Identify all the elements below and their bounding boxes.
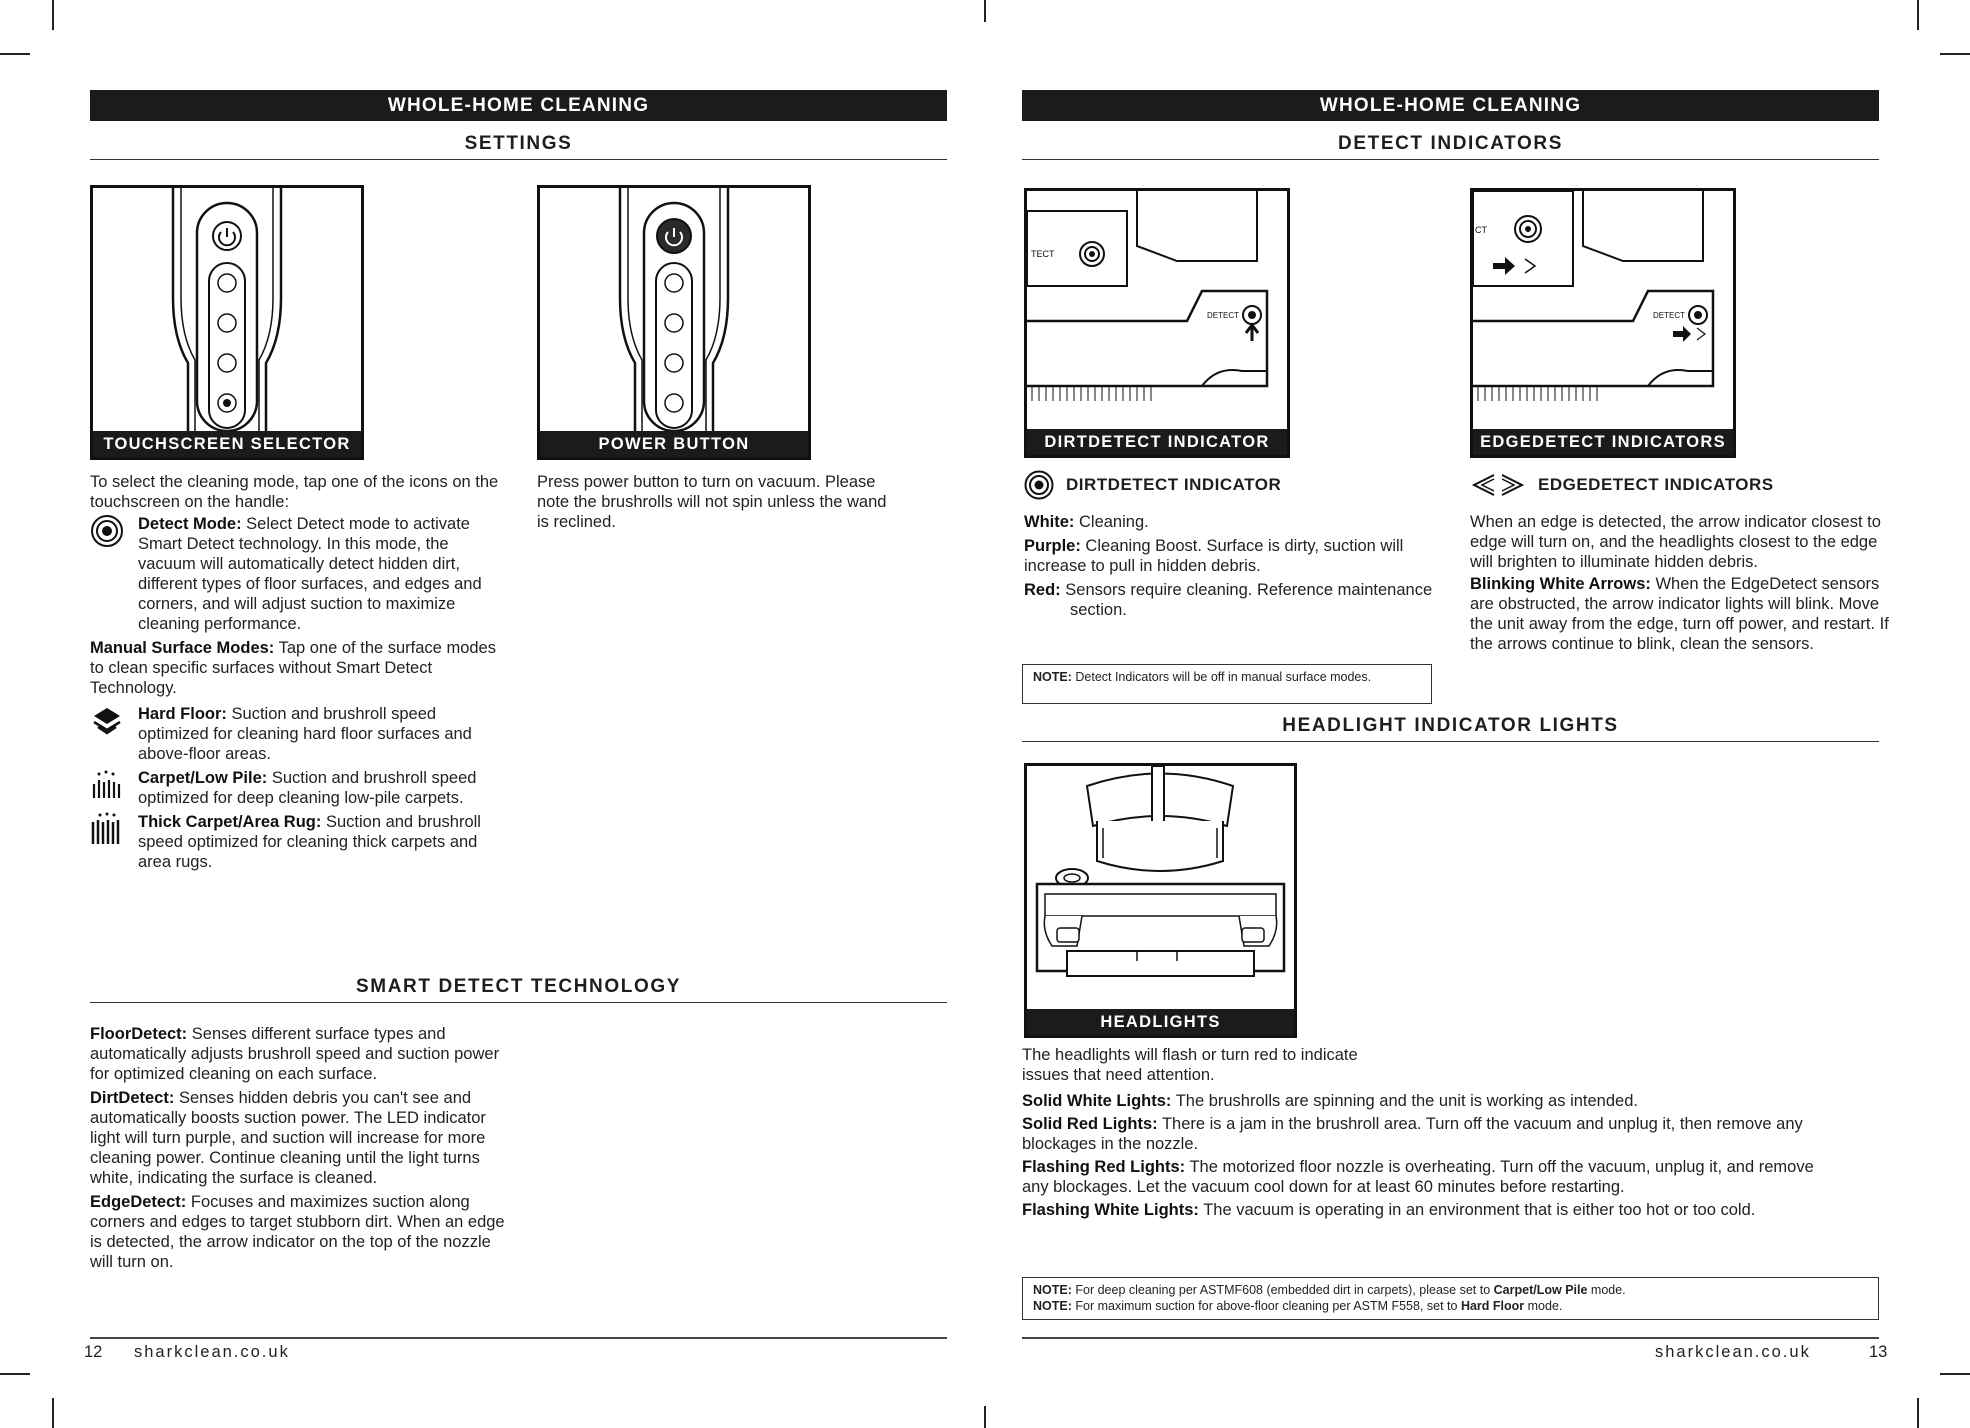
page-number: 13	[1869, 1343, 1888, 1361]
figure-caption: DIRTDETECT INDICATOR	[1027, 429, 1287, 455]
section-banner: WHOLE-HOME CLEANING	[1022, 90, 1879, 121]
edgedetect-arrows-icon	[1470, 470, 1526, 500]
manual-modes-text: Tap one of the surface modes to clean specific surfaces without Smart Detect Technology.	[90, 639, 496, 697]
figure-caption: POWER BUTTON	[540, 431, 808, 457]
edgedetect-body	[1470, 512, 1890, 654]
note-label: NOTE:	[1033, 1299, 1072, 1313]
figure-caption: TOUCHSCREEN SELECTOR	[93, 431, 361, 457]
carpet-low-pile-entry	[90, 768, 505, 808]
dirtdetect-heading-text: DIRTDETECT INDICATOR	[1066, 475, 1282, 494]
hard-floor-text: Suction and brushroll speed optimized for cleaning hard floor surfaces and above-floor areas.	[138, 705, 472, 763]
detect-indicators-heading: DETECT INDICATORS	[1022, 130, 1879, 160]
page-13	[985, 0, 1970, 1428]
handle-illustration	[540, 188, 808, 431]
detect-mode-text: Select Detect mode to activate Smart Detect technology. In this mode, the vacuum will automatically detect hidden dirt, different types of floor surfaces, and edges and corners, and will adjust suction to maximize cleaning performance.	[138, 515, 482, 633]
edgedetect-indicators-figure	[1470, 188, 1736, 458]
power-button-text: Press power button to turn on vacuum. Please note the brushrolls will not spin unless the wand is reclined.	[537, 473, 887, 531]
thick-carpet-icon	[90, 812, 124, 846]
note-label: NOTE:	[1033, 1283, 1072, 1297]
red-label: Red:	[1024, 581, 1061, 599]
smart-detect-heading: SMART DETECT TECHNOLOGY	[90, 973, 947, 1003]
touchscreen-selector-figure	[90, 185, 364, 460]
note-mode: Carpet/Low Pile	[1493, 1283, 1588, 1297]
note-mode: Hard Floor	[1460, 1299, 1525, 1313]
floordetect-text: Senses different surface types and automatically adjusts brushroll speed and suction power for optimized cleaning on each surface.	[90, 1025, 500, 1083]
note-text: mode.	[1587, 1283, 1626, 1297]
settings-body	[90, 472, 505, 876]
hard-floor-entry	[90, 704, 505, 764]
edgedetect-subheading	[1470, 470, 1774, 500]
flashing-red-text: The motorized floor nozzle is overheating. Turn off the vacuum, unplug it, and remove any blockages. Let the vacuum cool down for at least 60 minutes before restarting.	[1022, 1158, 1814, 1196]
detect-label: DETECT	[1207, 311, 1239, 320]
settings-intro: To select the cleaning mode, tap one of the icons on the touchscreen on the handle:	[90, 473, 499, 511]
flashing-red-label: Flashing Red Lights:	[1022, 1158, 1186, 1176]
figure-caption: HEADLIGHTS	[1027, 1009, 1294, 1035]
dirtdetect-text: Senses hidden debris you can't see and automatically boosts suction power. The LED indicator light will turn purple, and suction will increase for more cleaning power. Continue cleaning until the light turns white, indicating the surface is cleaned.	[90, 1089, 486, 1187]
footer-rule	[90, 1337, 947, 1339]
headlights-figure	[1024, 763, 1297, 1038]
detect-fragment-label: TECT	[1031, 249, 1055, 259]
detect-mode-label: Detect Mode:	[138, 515, 242, 533]
white-label: White:	[1024, 513, 1075, 531]
flashing-white-text: The vacuum is operating in an environment that is either too hot or too cold.	[1198, 1201, 1756, 1219]
dirtdetect-subheading	[1024, 470, 1281, 500]
purple-label: Purple:	[1024, 537, 1081, 555]
detect-fragment-label: CT	[1475, 225, 1487, 235]
footer-site: sharkclean.co.uk	[134, 1343, 290, 1361]
nozzle-illustration	[1027, 191, 1287, 431]
carpet-low-pile-text: Suction and brushroll speed optimized for deep cleaning low-pile carpets.	[138, 769, 477, 807]
solid-white-text: The brushrolls are spinning and the unit is working as intended.	[1171, 1092, 1638, 1110]
purple-text: Cleaning Boost. Surface is dirty, suction will increase to pull in hidden debris.	[1024, 537, 1404, 575]
section-banner: WHOLE-HOME CLEANING	[90, 90, 947, 121]
note-text: mode.	[1524, 1299, 1563, 1313]
note-text: For deep cleaning per ASTMF608 (embedded dirt in carpets), please set to	[1071, 1283, 1494, 1297]
note-text: Detect Indicators will be off in manual surface modes.	[1071, 670, 1372, 684]
dirtdetect-indicator-figure	[1024, 188, 1290, 458]
edgedetect-heading-text: EDGEDETECT INDICATORS	[1538, 475, 1774, 494]
floordetect-label: FloorDetect:	[90, 1025, 188, 1043]
hard-floor-label: Hard Floor:	[138, 705, 227, 723]
dirtdetect-icon	[1024, 470, 1054, 500]
nozzle-illustration	[1473, 191, 1733, 431]
headlight-indicator-heading: HEADLIGHT INDICATOR LIGHTS	[1022, 712, 1879, 742]
headlights-illustration	[1027, 766, 1294, 1011]
hard-floor-icon	[90, 704, 124, 738]
dirtdetect-label: DirtDetect:	[90, 1089, 175, 1107]
thick-carpet-entry	[90, 812, 505, 872]
solid-red-text: There is a jam in the brushroll area. Turn off the vacuum and unplug it, then remove any blockages in the nozzle.	[1022, 1115, 1803, 1153]
page-number: 12	[84, 1343, 103, 1361]
manual-modes-label: Manual Surface Modes:	[90, 639, 275, 657]
note-label: NOTE:	[1033, 670, 1072, 684]
handle-illustration	[93, 188, 361, 431]
blinking-arrows-text: When the EdgeDetect sensors are obstructed, the arrow indicator lights will blink. Move the unit away from the edge, turn off power, and restart. If the arrows continue to blink, clean the sensors.	[1470, 575, 1889, 653]
blinking-arrows-label: Blinking White Arrows:	[1470, 575, 1651, 593]
flashing-white-label: Flashing White Lights:	[1022, 1201, 1199, 1219]
note-astm	[1022, 1277, 1879, 1320]
white-text: Cleaning.	[1074, 513, 1149, 531]
detect-label: DETECT	[1653, 311, 1685, 320]
headlight-states	[1022, 1091, 1842, 1220]
edgedetect-text: When an edge is detected, the arrow indicator closest to edge will turn on, and the headlights closest to the edge will brighten to illuminate hidden debris.	[1470, 513, 1881, 571]
power-button-figure	[537, 185, 811, 460]
edgedetect-label: EdgeDetect:	[90, 1193, 187, 1211]
footer-site: sharkclean.co.uk	[1655, 1343, 1811, 1361]
edgedetect-text: Focuses and maximizes suction along corners and edges to target stubborn dirt. When an edge is detected, the arrow indicator on the top of the nozzle will turn on.	[90, 1193, 505, 1271]
carpet-low-pile-icon	[90, 768, 124, 802]
thick-carpet-text: Suction and brushroll speed optimized for cleaning thick carpets and area rugs.	[138, 813, 481, 871]
thick-carpet-label: Thick Carpet/Area Rug:	[138, 813, 322, 831]
solid-red-label: Solid Red Lights:	[1022, 1115, 1158, 1133]
smart-detect-body	[90, 1024, 505, 1272]
detect-mode-entry	[90, 514, 505, 634]
detect-mode-icon	[90, 514, 124, 548]
headlight-intro: The headlights will flash or turn red to indicate issues that need attention.	[1022, 1046, 1358, 1084]
carpet-low-pile-label: Carpet/Low Pile:	[138, 769, 268, 787]
solid-white-label: Solid White Lights:	[1022, 1092, 1172, 1110]
red-text: Sensors require cleaning. Reference maintenance section.	[1060, 581, 1433, 619]
footer-rule	[1022, 1337, 1879, 1339]
note-manual-modes	[1022, 664, 1432, 704]
dirtdetect-body	[1024, 512, 1434, 620]
settings-heading: SETTINGS	[90, 130, 947, 160]
note-text: For maximum suction for above-floor cleaning per ASTM F558, set to	[1071, 1299, 1461, 1313]
figure-caption: EDGEDETECT INDICATORS	[1473, 429, 1733, 455]
